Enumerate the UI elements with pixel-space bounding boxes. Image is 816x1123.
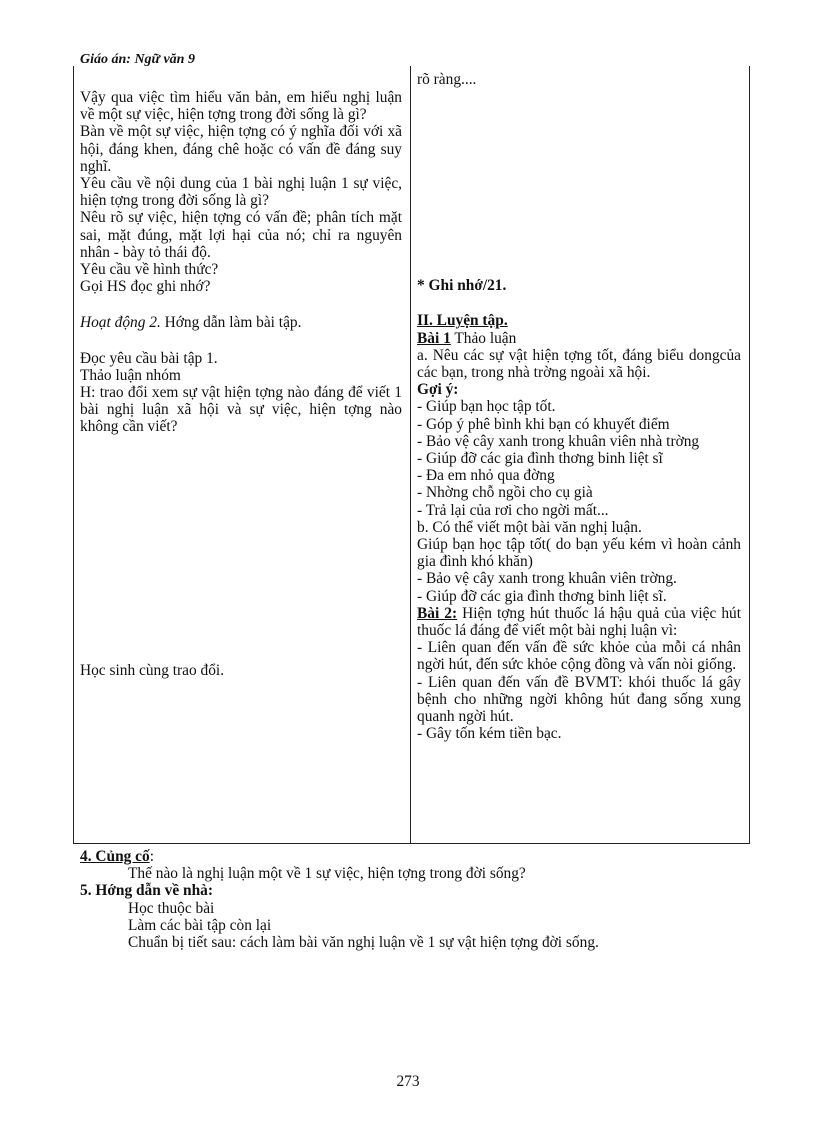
suggestion-item: - Bảo vệ cây xanh trong khuân viên nhà trờng — [417, 432, 700, 450]
consolidation-label: 4. Củng cố — [80, 848, 150, 865]
consolidation-heading — [80, 848, 599, 865]
exercise-2-label: Bài 2: — [417, 604, 458, 622]
exercise-1-label: Bài 1 — [417, 329, 451, 347]
question-content-requirement: Yêu cầu về nội dung của 1 bài nghị luận 1 sự việc, hiện tợng trong đời sống là gì? — [80, 175, 402, 210]
suggestion-item: - Nhờng chỗ ngồi cho cụ già — [417, 484, 593, 502]
homework-item: Làm các bài tập còn lại — [128, 916, 272, 934]
homework-item: Học thuộc bài — [128, 899, 215, 917]
section-practice: II. Luyện tập. — [417, 312, 508, 330]
teacher-column — [80, 66, 402, 679]
column-divider — [410, 66, 411, 843]
ghi-nho: * Ghi nhớ/21. — [417, 277, 507, 295]
exercise-2-text: Hiện tợng hút thuốc lá hậu quả của việc hút thuốc lá đáng để viết một bài nghị luận vì: — [417, 604, 741, 640]
exercise-1-heading — [417, 330, 741, 347]
answer-content-requirement: Nêu rõ sự việc, hiện tợng có vấn đề; phân tích mặt sai, mặt đúng, mặt lợi hại của nó; chỉ ra nguyên nhân - bày tỏ thái độ. — [80, 209, 402, 261]
suggestion-item: - Giúp đỡ các gia đình thơng binh liệt sĩ — [417, 450, 663, 468]
read-exercise: Đọc yêu cầu bài tập 1. — [80, 349, 218, 367]
exercise-1b: b. Có thể viết một bài văn nghị luận. — [417, 518, 642, 536]
activity-label: Hoạt động 2. — [80, 314, 161, 332]
suggestion-item: - Đa em nhỏ qua đờng — [417, 467, 555, 485]
exercise-2-point-2: - Liên quan đến vấn đề BVMT: khói thuốc lá gây bệnh cho những ngời không hút đang sống xung quanh ngời hút. — [417, 673, 741, 726]
call-student-read: Gọi HS đọc ghi nhớ? — [80, 278, 211, 296]
exercise-2-point-1: - Liên quan đến vấn đề sức khỏe của mỗi cá nhân ngời hút, đến sức khỏe cộng đồng và vấn nòi giống. — [417, 639, 741, 674]
group-discussion: Thảo luận nhóm — [80, 366, 181, 384]
exercise-1-text: Thảo luận — [450, 329, 517, 347]
exercise-2 — [417, 605, 741, 639]
consolidation-question: Thế nào là nghị luận một về 1 sự việc, hiện tợng trong đời sống? — [128, 865, 526, 883]
exercise-1b-point-1: Giúp bạn học tập tốt( do bạn yếu kém vì hoàn cảnh gia đình khó khăn) — [417, 536, 741, 571]
suggestion-item: - Giúp bạn học tập tốt. — [417, 398, 556, 416]
consolidation-section — [80, 848, 599, 951]
page-number: 273 — [396, 1073, 420, 1090]
content-column — [417, 66, 741, 742]
question-form-requirement: Yêu cầu về hình thức? — [80, 261, 219, 279]
activity-text: Hớng dẫn làm bài tập. — [160, 314, 302, 332]
suggestion-list — [417, 398, 741, 518]
suggestion-heading: Gợi ý: — [417, 381, 459, 399]
exercise-1b-point-2: - Bảo vệ cây xanh trong khuân viên trờng. — [417, 570, 677, 588]
homework-heading: 5. Hớng dẫn về nhà: — [80, 882, 213, 900]
suggestion-item: - Trả lại của rơi cho ngời mất... — [417, 501, 609, 519]
students-exchange: Học sinh cùng trao đổi. — [80, 661, 225, 679]
discussion-question: H: trao đổi xem sự vật hiện tợng nào đáng để viết 1 bài nghị luận xã hội và sự việc, hiện tợng nào không cần viết? — [80, 384, 402, 436]
exercise-1b-point-3: - Giúp đỡ các gia đình thơng binh liệt sĩ. — [417, 587, 667, 605]
document-header: Giáo án: Ngữ văn 9 — [80, 52, 195, 67]
exercise-1a: a. Nêu các sự vật hiện tợng tốt, đáng biểu dongcủa các bạn, trong nhà trờng ngoài xã hội. — [417, 346, 741, 382]
continued-text: rõ ràng.... — [417, 71, 477, 88]
exercise-2-point-3: - Gây tốn kém tiền bạc. — [417, 725, 562, 743]
activity-heading — [80, 314, 402, 331]
question-definition: Vậy qua việc tìm hiểu văn bản, em hiểu nghị luận về một sự việc, hiện tợng trong đời sống là gì? — [80, 89, 402, 124]
lesson-table — [73, 66, 750, 844]
suggestion-item: - Góp ý phê bình khi bạn có khuyết điểm — [417, 415, 670, 433]
homework-item: Chuẩn bị tiết sau: cách làm bài văn nghị luận về 1 sự vật hiện tợng đời sống. — [128, 934, 599, 952]
answer-definition: Bàn về một sự việc, hiện tợng có ý nghĩa đối với xã hội, đáng khen, đáng chê hoặc có vấn đề đáng suy nghĩ. — [80, 123, 402, 175]
consolidation-colon: : — [149, 848, 154, 865]
